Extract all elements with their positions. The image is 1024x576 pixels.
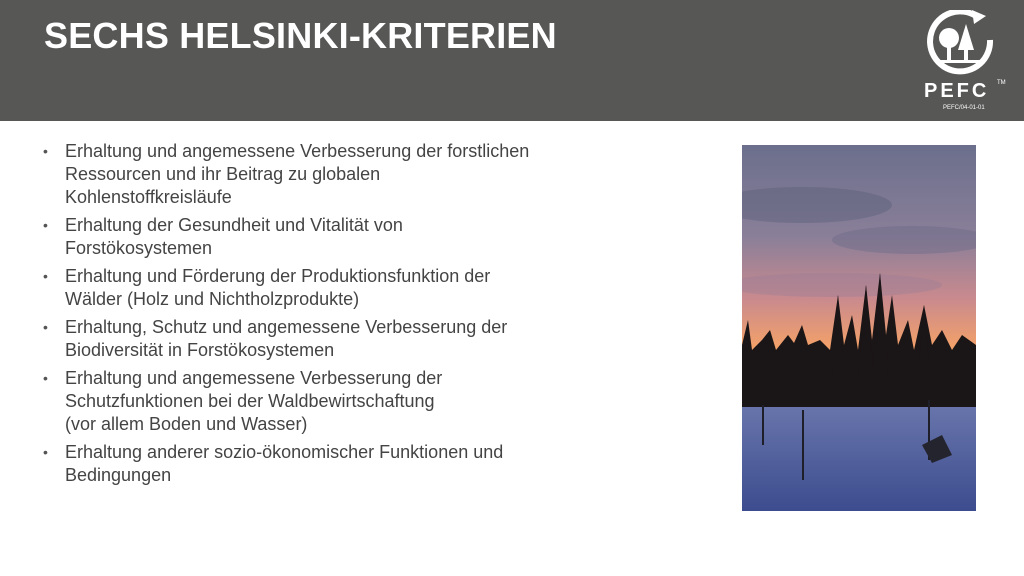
list-item-text: Erhaltung anderer sozio-ökonomischer Funktionen und [65, 442, 504, 462]
bullet-icon: • [43, 319, 48, 335]
list-item-text: Bedingungen [65, 465, 172, 485]
trademark-mark: TM [997, 80, 1006, 86]
list-item-text: Erhaltung, Schutz und angemessene Verbesserung der [65, 317, 508, 337]
bullet-icon: • [43, 268, 48, 284]
list-item-text: Erhaltung und angemessene Verbesserung der forstlichen [65, 141, 530, 161]
list-item [40, 214, 620, 260]
bullet-icon: • [43, 370, 48, 386]
list-item-text: Erhaltung der Gesundheit und Vitalität von [65, 215, 403, 235]
slide-title: SECHS HELSINKI-KRITERIEN [44, 15, 557, 56]
list-item-text: Schutzfunktionen bei der Waldbewirtschaftung [65, 391, 435, 411]
header-bar [0, 0, 1024, 121]
pefc-wordmark: PEFC [924, 80, 990, 102]
list-item-text: Erhaltung und Förderung der Produktionsfunktion der [65, 266, 491, 286]
list-item [40, 265, 620, 311]
pefc-code: PEFC/04-01-01 [943, 105, 985, 111]
list-item [40, 367, 620, 436]
bullet-icon: • [43, 143, 48, 159]
list-item-text: Kohlenstoffkreisläufe [65, 187, 232, 207]
list-item-text: Biodiversität in Forstökosystemen [65, 340, 335, 360]
list-item [40, 316, 620, 362]
bullet-icon: • [43, 444, 48, 460]
pefc-logo [918, 10, 1008, 115]
list-item-text: (vor allem Boden und Wasser) [65, 414, 308, 434]
pefc-emblem-icon [918, 10, 1008, 80]
criteria-list [40, 140, 620, 492]
list-item-text: Forstökosystemen [65, 238, 213, 258]
forest-sunset-photo [742, 145, 976, 511]
bullet-icon: • [43, 217, 48, 233]
list-item [40, 441, 620, 487]
list-item-text: Erhaltung und angemessene Verbesserung der [65, 368, 443, 388]
list-item-text: Wälder (Holz und Nichtholzprodukte) [65, 289, 360, 309]
list-item [40, 140, 620, 209]
list-item-text: Ressourcen und ihr Beitrag zu globalen [65, 164, 381, 184]
